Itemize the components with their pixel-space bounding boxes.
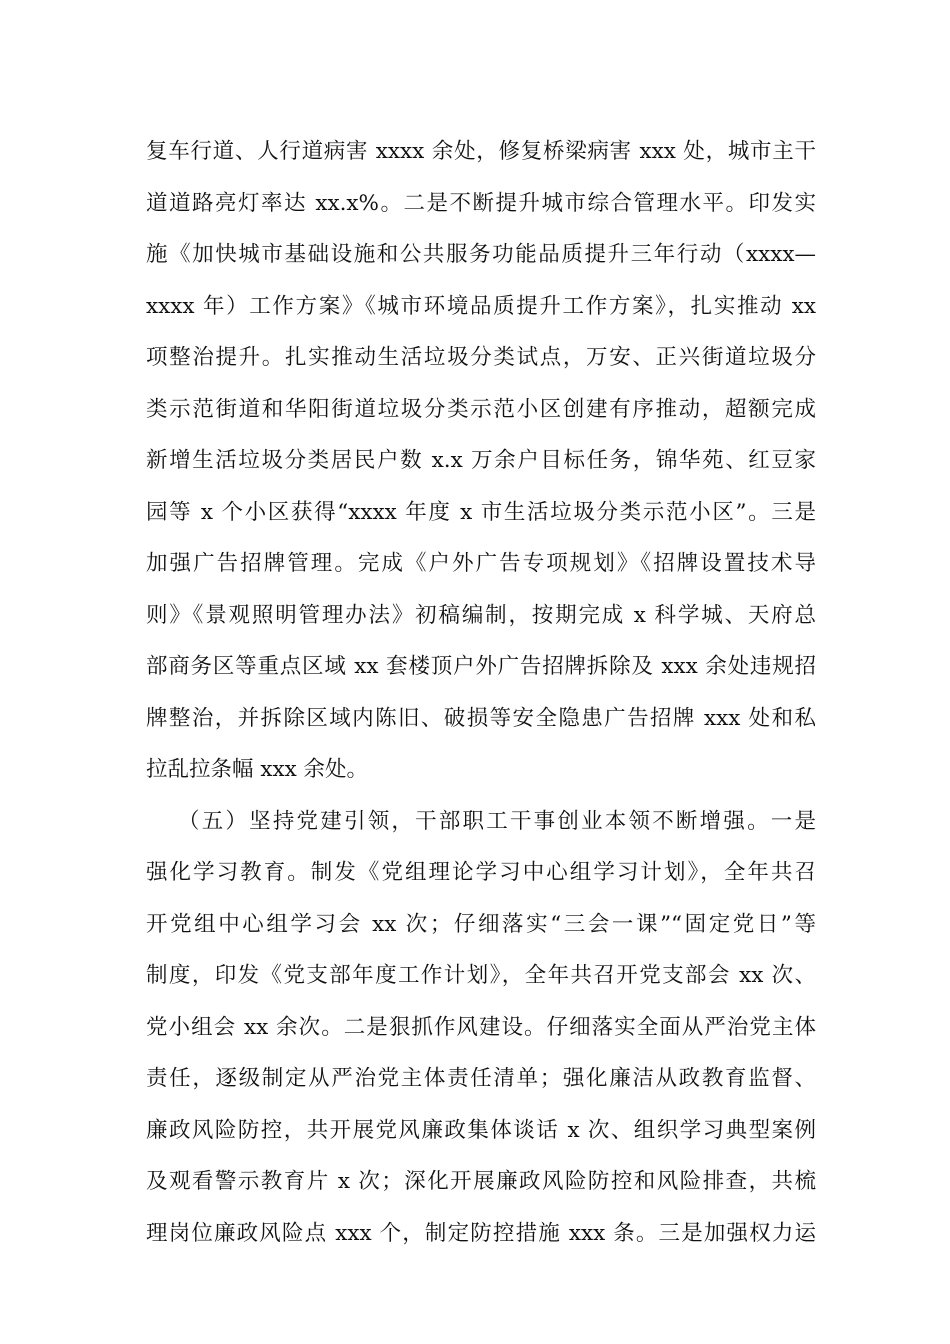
text-line: 园等 x 个小区获得“xxxx 年度 x 市生活垃圾分类示范小区”。三是 [146, 499, 816, 525]
text-line: 强化学习教育。制发《党组理论学习中心组学习计划》，全年共召 [146, 860, 816, 885]
text-line: 制度，印发《党支部年度工作计划》，全年共召开党支部会 xx 次、 [146, 963, 816, 988]
text-line: 部商务区等重点区域 xx 套楼顶户外广告招牌拆除及 xxx 余处违规招 [146, 654, 816, 679]
text-line: 开党组中心组学习会 xx 次；仔细落实“三会一课”“固定党日”等 [146, 911, 816, 937]
body-text [146, 126, 816, 1259]
text-line: 拉乱拉条幅 xxx 余处。 [146, 757, 369, 782]
text-line: 责任，逐级制定从严治党主体责任清单；强化廉洁从政教育监督、 [146, 1066, 816, 1091]
text-line: 新增生活垃圾分类居民户数 x.x 万余户目标任务，锦华苑、红豆家 [146, 448, 816, 473]
text-line: 廉政风险防控，共开展党风廉政集体谈话 x 次、组织学习典型案例 [146, 1117, 816, 1143]
text-line: 项整治提升。扎实推动生活垃圾分类试点，万安、正兴街道垃圾分 [146, 345, 816, 370]
text-line: 复车行道、人行道病害 xxxx 余处，修复桥梁病害 xxx 处，城市主干 [146, 139, 816, 164]
text-line: 道道路亮灯率达 xx.x%。二是不断提升城市综合管理水平。印发实 [146, 190, 816, 216]
text-line: 加强广告招牌管理。完成《户外广告专项规划》《招牌设置技术导 [146, 551, 816, 576]
paragraph-2 [146, 796, 816, 1260]
text-line: 理岗位廉政风险点 xxx 个，制定防控措施 xxx 条。三是加强权力运 [146, 1220, 816, 1246]
text-line: 类示范街道和华阳街道垃圾分类示范小区创建有序推动，超额完成 [146, 396, 816, 422]
text-line: 及观看警示教育片 x 次；深化开展廉政风险防控和风险排查，共梳 [146, 1169, 816, 1194]
paragraph-1 [146, 126, 816, 796]
text-line: xxxx 年）工作方案》《城市环境品质提升工作方案》，扎实推动 xx [146, 293, 816, 319]
section-heading-line: （五）坚持党建引领，干部职工干事创业本领不断增强。一是 [178, 808, 816, 834]
text-line: 牌整治，并拆除区域内陈旧、破损等安全隐患广告招牌 xxx 处和私 [146, 705, 816, 731]
text-line: 党小组会 xx 余次。二是狠抓作风建设。仔细落实全面从严治党主体 [146, 1014, 816, 1040]
text-line: 施《加快城市基础设施和公共服务功能品质提升三年行动（xxxx— [146, 242, 816, 267]
text-line: 则》《景观照明管理办法》初稿编制，按期完成 x 科学城、天府总 [146, 602, 816, 628]
